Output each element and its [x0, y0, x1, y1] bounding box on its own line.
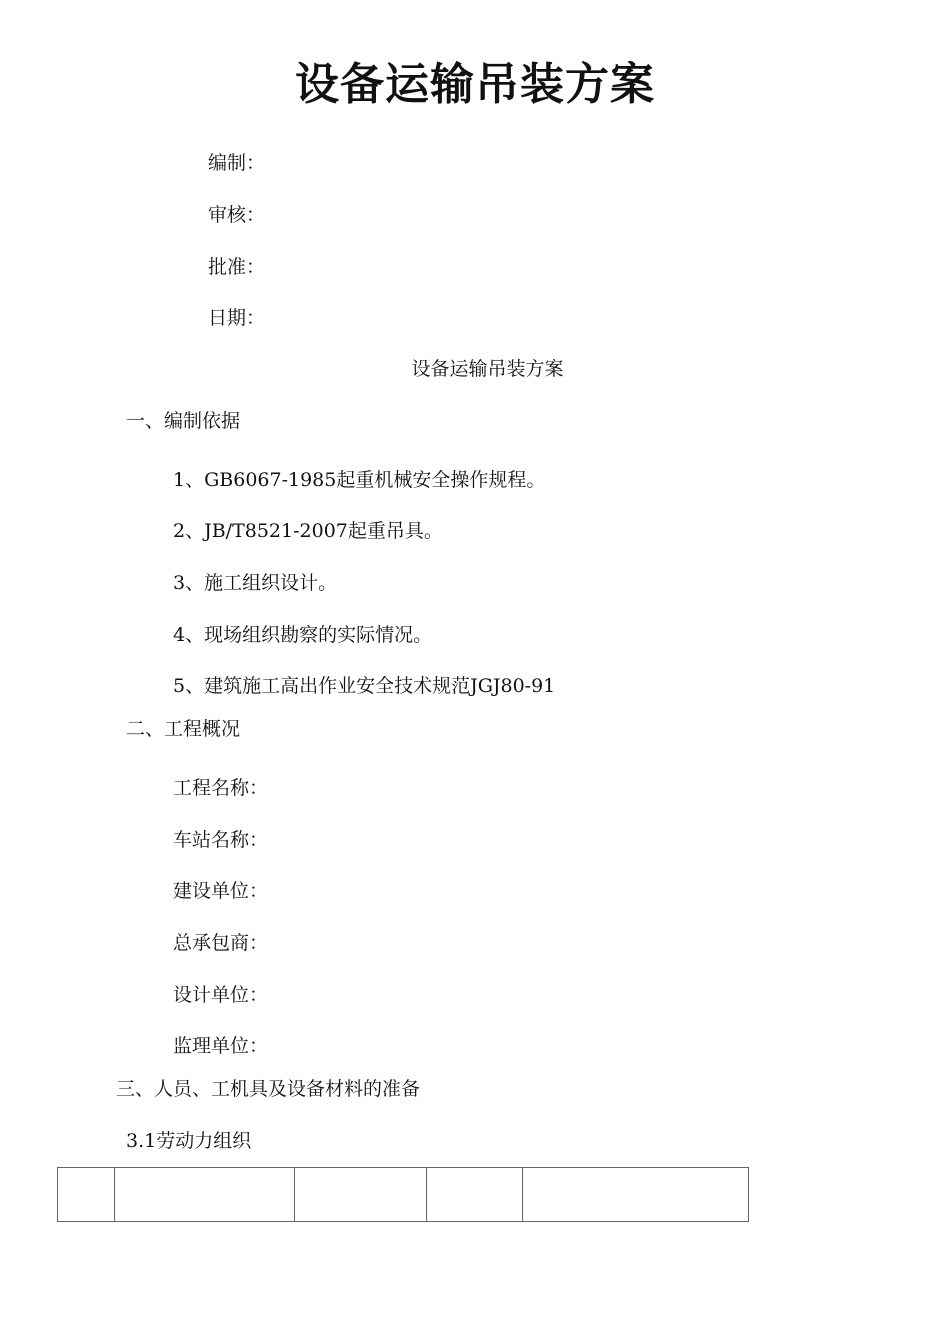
section-heading-overview: 二、工程概况	[126, 718, 241, 740]
overview-field-design-unit: 设计单位：	[173, 984, 269, 1006]
document-title: 设备运输吊装方案	[295, 59, 655, 110]
labor-table	[57, 1167, 749, 1222]
overview-field-owner: 建设单位：	[173, 880, 269, 902]
basis-item: 5、建筑施工高出作业安全技术规范JGJ80-91	[173, 675, 556, 697]
table-cell	[58, 1168, 115, 1222]
basis-item: 1、GB6067-1985起重机械安全操作规程。	[173, 469, 546, 491]
subsection-heading-labor: 3.1劳动力组织	[126, 1130, 252, 1152]
compiled-by-label: 编制：	[208, 152, 266, 174]
table-row	[58, 1168, 749, 1222]
approved-by-label: 批准：	[208, 256, 266, 278]
overview-field-general-contractor: 总承包商：	[173, 932, 269, 954]
overview-field-station-name: 车站名称：	[173, 829, 269, 851]
body-title: 设备运输吊装方案	[411, 358, 564, 380]
reviewed-by-label: 审核：	[208, 204, 266, 226]
basis-item: 3、施工组织设计。	[173, 572, 338, 594]
section-heading-preparation: 三、人员、工机具及设备材料的准备	[116, 1078, 421, 1100]
overview-field-project-name: 工程名称：	[173, 777, 269, 799]
section-heading-basis: 一、编制依据	[126, 410, 241, 432]
table-cell	[523, 1168, 749, 1222]
date-label: 日期：	[208, 307, 266, 329]
basis-item: 2、JB/T8521-2007起重吊具。	[173, 520, 443, 542]
table-cell	[115, 1168, 295, 1222]
table-cell	[427, 1168, 523, 1222]
overview-field-supervision-unit: 监理单位：	[173, 1035, 269, 1057]
basis-item: 4、现场组织勘察的实际情况。	[173, 624, 433, 646]
table-cell	[295, 1168, 427, 1222]
